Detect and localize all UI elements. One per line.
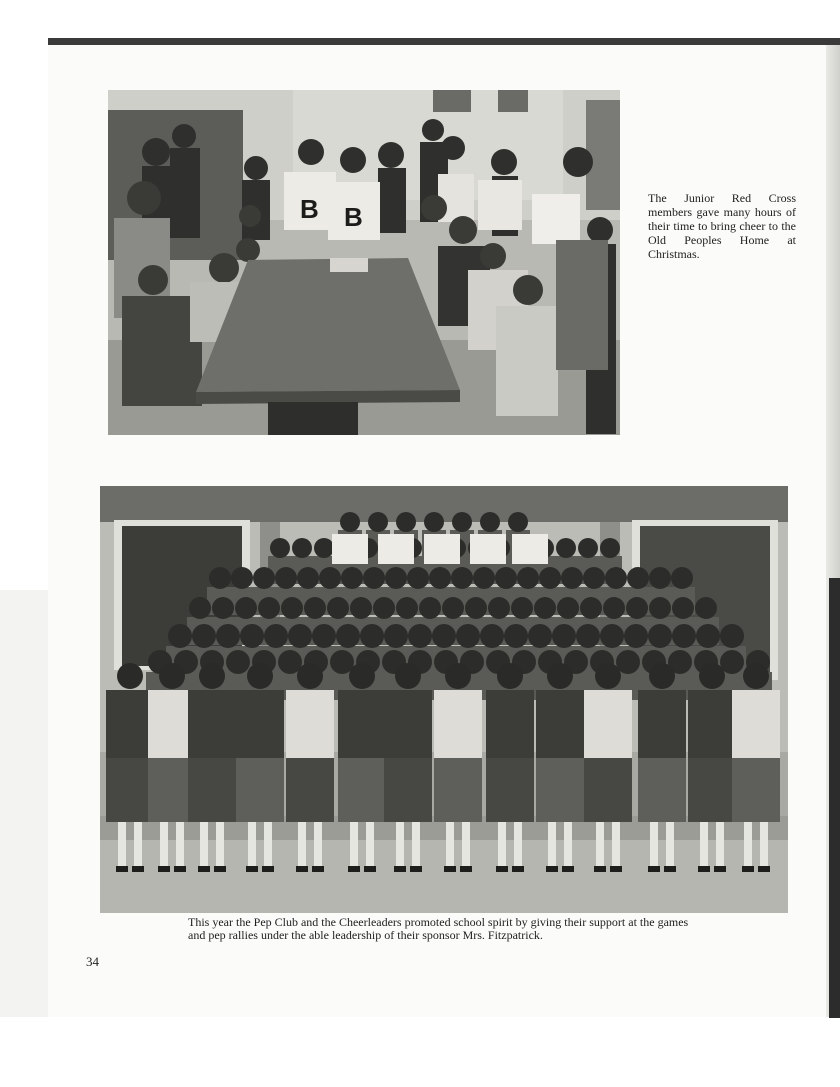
left-scan-margin xyxy=(0,590,48,1017)
pep-club-photo xyxy=(100,486,788,913)
svg-text:B: B xyxy=(300,194,319,224)
page-number: 34 xyxy=(86,954,99,969)
page-top-edge xyxy=(48,38,840,45)
svg-text:B: B xyxy=(344,202,363,232)
junior-red-cross-caption: The Junior Red Cross members gave many hours of their time to bring cheer to the Old Peoples Home at Christmas. xyxy=(648,191,796,261)
junior-red-cross-photo xyxy=(108,90,620,435)
page-binding-shadow xyxy=(829,578,840,1018)
pep-club-caption: This year the Pep Club and the Cheerleaders promoted school spirit by giving their support at the games and pep rallies under the able leadership of their sponsor Mrs. Fitzpatrick. xyxy=(188,915,689,942)
